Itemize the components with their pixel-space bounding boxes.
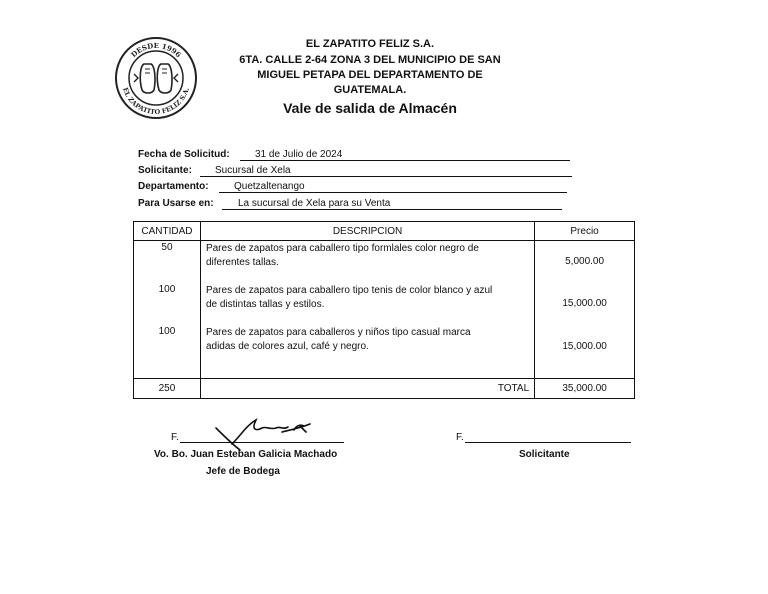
row-price: 5,000.00 (565, 256, 605, 267)
solicitante-label: Solicitante: (138, 165, 192, 176)
solicitante-value: Sucursal de Xela (215, 165, 291, 176)
logo-bottom-text: EL ZAPATITO FELIZ S.A. (121, 86, 191, 117)
total-qty: 250 (134, 379, 201, 399)
row-price: 15,000.00 (562, 298, 607, 309)
address-line-1: 6TA. CALLE 2-64 ZONA 3 DEL MUNICIPIO DE SAN (239, 54, 501, 66)
left-signature-prefix: F. (171, 432, 179, 443)
handwritten-signature (210, 414, 320, 454)
uso-label: Para Usarse en: (138, 198, 214, 209)
fecha-label: Fecha de Solicitud: (138, 149, 230, 160)
left-signer-name: Vo. Bo. Juan Esteban Galicia Machado (154, 449, 338, 460)
address-line-3: GUATEMALA. (333, 84, 407, 96)
company-logo-seal (114, 36, 198, 120)
uso-value: La sucursal de Xela para su Venta (238, 198, 391, 209)
row-price: 15,000.00 (562, 341, 607, 352)
row-description (206, 326, 471, 354)
row-description (206, 284, 492, 312)
header-precio: Precio (535, 222, 635, 241)
address-line-2: MIGUEL PETAPA DEL DEPARTAMENTO DE (257, 69, 483, 81)
right-signature-prefix: F. (456, 432, 464, 443)
total-price: 35,000.00 (535, 379, 635, 399)
header-cantidad: CANTIDAD (134, 222, 201, 241)
row-qty: 100 (158, 326, 176, 337)
fecha-value: 31 de Julio de 2024 (255, 149, 343, 160)
row-desc-line: Pares de zapatos para caballero tipo tenis de color blanco y azul (205, 285, 493, 296)
solicitante-underline (200, 176, 572, 177)
header-descripcion: DESCRIPCION (200, 222, 534, 241)
items-table (133, 221, 635, 399)
fecha-underline (240, 160, 570, 161)
qty-column (134, 241, 201, 379)
table-body-row (134, 241, 635, 379)
departamento-underline (219, 192, 567, 193)
departamento-label: Departamento: (138, 181, 209, 192)
row-desc-line: Pares de zapatos para caballero tipo formlales color negro de (205, 243, 479, 254)
company-name: EL ZAPATITO FELIZ S.A. (305, 38, 435, 50)
uso-underline (222, 209, 562, 210)
table-total-row (134, 379, 635, 399)
right-signer-label: Solicitante (519, 449, 570, 460)
left-signer-role: Jefe de Bodega (206, 466, 280, 477)
total-label: TOTAL (200, 379, 534, 399)
logo-top-text: DESDE 1996 (129, 40, 184, 60)
desc-column (200, 241, 534, 379)
row-description (206, 242, 479, 270)
row-qty: 100 (158, 284, 176, 295)
right-signature-line (465, 442, 631, 443)
row-desc-line: adidas de colores azul, café y negro. (205, 341, 369, 352)
row-desc-line: diferentes tallas. (205, 257, 279, 268)
price-column (535, 241, 635, 379)
row-desc-line: de distintas tallas y estilos. (205, 299, 325, 310)
document-title: Vale de salida de Almacén (283, 100, 457, 116)
row-qty: 50 (161, 242, 173, 253)
row-desc-line: Pares de zapatos para caballeros y niños tipo casual marca (205, 327, 471, 338)
departamento-value: Quetzaltenango (234, 181, 305, 192)
table-header-row (134, 222, 635, 241)
